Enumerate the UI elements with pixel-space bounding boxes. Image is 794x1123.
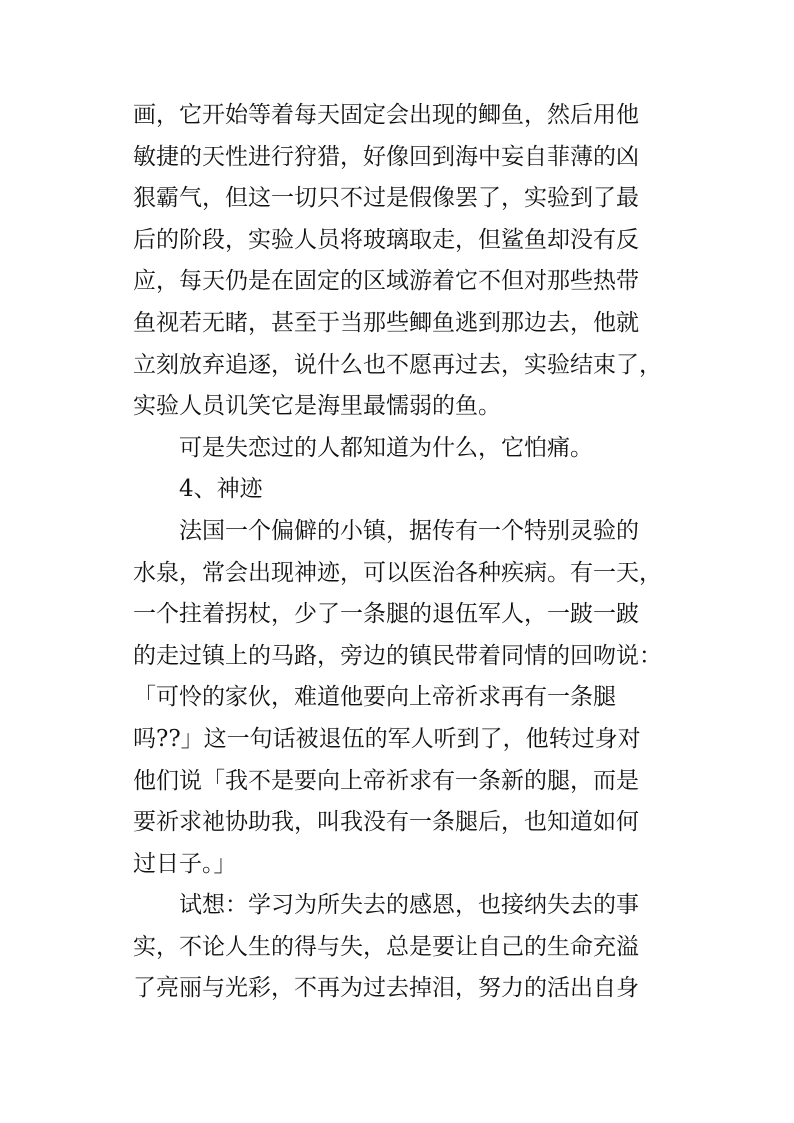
text-line: 了亮丽与光彩，不再为过去掉泪，努力的活出自身 — [133, 975, 639, 1002]
text-line: 4、神迹 — [179, 476, 263, 503]
text-line: 试想：学习为所失去的感恩，也接纳失去的事 — [179, 892, 639, 919]
text-line: 可是失恋过的人都知道为什么，它怕痛。 — [179, 434, 593, 461]
text-line: 他们说「我不是要向上帝祈求有一条新的腿，而是 — [133, 767, 639, 794]
text-line: 立刻放弃追逐，说什么也不愿再过去，实验结束了， — [133, 351, 662, 378]
text-line: 实验人员讥笑它是海里最懦弱的鱼。 — [133, 393, 501, 420]
text-line: 应，每天仍是在固定的区域游着它不但对那些热带 — [133, 268, 639, 295]
text-line: 要祈求祂协助我，叫我没有一条腿后，也知道如何 — [133, 809, 639, 836]
body-text — [133, 95, 673, 1010]
text-line: 吗??」这一句话被退伍的军人听到了，他转过身对 — [133, 725, 641, 752]
text-line: 过日子。」 — [133, 850, 237, 877]
text-line: 法国一个偏僻的小镇，据传有一个特别灵验的 — [179, 517, 639, 544]
text-line: 一个拄着拐杖，少了一条腿的退伍军人，一跛一跛 — [133, 601, 639, 628]
text-line: 狠霸气，但这一切只不过是假像罢了，实验到了最 — [133, 185, 639, 212]
text-line: 敏捷的天性进行狩猎，好像回到海中妄自菲薄的凶 — [133, 143, 639, 170]
text-line: 画，它开始等着每天固定会出现的鲫鱼，然后用他 — [133, 102, 639, 128]
text-line: 实，不论人生的得与失，总是要让自己的生命充溢 — [133, 933, 639, 960]
text-line: 水泉，常会出现神迹，可以医治各种疾病。有一天， — [133, 559, 662, 586]
text-line: 鱼视若无睹，甚至于当那些鲫鱼逃到那边去，他就 — [133, 309, 639, 336]
text-line: 的走过镇上的马路，旁边的镇民带着同情的回吻说： — [133, 642, 662, 669]
text-line: 后的阶段，实验人员将玻璃取走，但鲨鱼却没有反 — [133, 226, 639, 253]
text-line: 「可怜的家伙，难道他要向上帝祈求再有一条腿 — [133, 684, 616, 711]
